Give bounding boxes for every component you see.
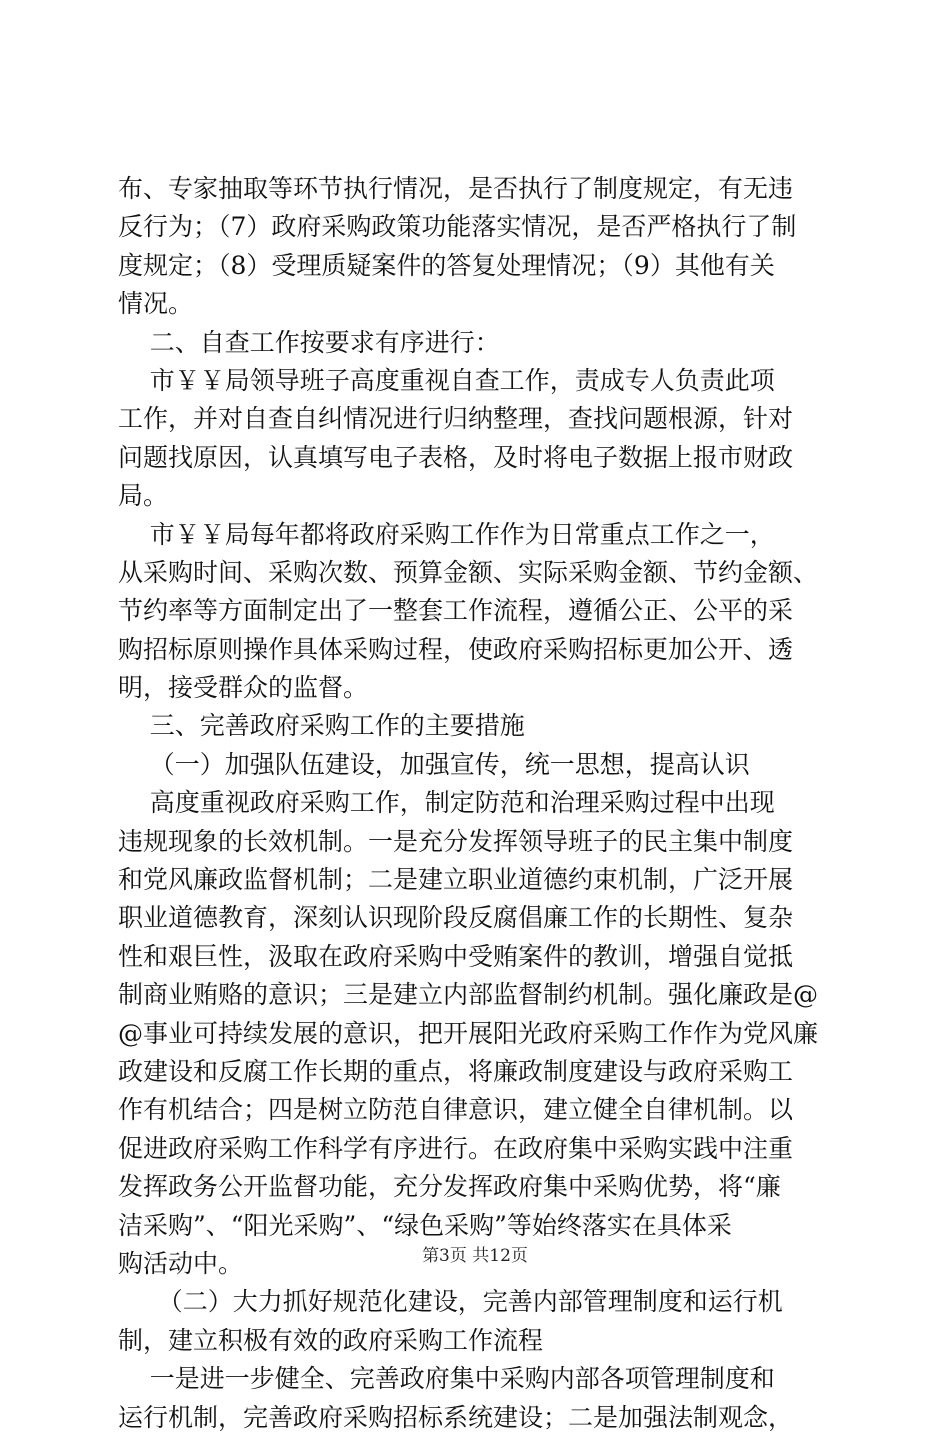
text-line: 洁采购”、“阳光采购”、“绿色采购”等始终落实在具体采 <box>118 1210 732 1240</box>
text-line: 购招标原则操作具体采购过程，使政府采购招标更加公开、透 <box>118 634 794 664</box>
text-line: 违规现象的长效机制。一是充分发挥领导班子的民主集中制度 <box>118 826 794 856</box>
text-line: 政建设和反腐工作长期的重点，将廉政制度建设与政府采购工 <box>118 1056 794 1086</box>
text-line: 布、专家抽取等环节执行情况，是否执行了制度规定，有无违 <box>118 174 794 203</box>
text-line: 促进政府采购工作科学有序进行。在政府集中采购实践中注重 <box>118 1133 794 1163</box>
text-line: 工作，并对自查自纠情况进行归纳整理，查找问题根源，针对 <box>118 404 794 434</box>
text-line: 一是进一步健全、完善政府集中采购内部各项管理制度和 <box>118 1364 775 1394</box>
text-line: 问题找原因，认真填写电子表格，及时将电子数据上报市财政 <box>118 442 794 472</box>
text-line: 性和艰巨性，汲取在政府采购中受贿案件的教训，增强自觉抵 <box>118 941 794 971</box>
page-footer: 第3页 共12页 <box>422 1246 528 1266</box>
text-line: 反行为；（7）政府采购政策功能落实情况，是否严格执行了制 <box>118 212 797 242</box>
text-line: 局。 <box>118 481 169 511</box>
text-line: 制商业贿赂的意识；三是建立内部监督制约机制。强化廉政是@ <box>118 980 819 1010</box>
text-line: 市￥￥局领导班子高度重视自查工作，责成专人负责此项 <box>118 365 775 395</box>
text-line: 购活动中。 <box>118 1248 244 1278</box>
text-line: 高度重视政府采购工作，制定防范和治理采购过程中出现 <box>118 788 775 818</box>
text-line: 从采购时间、采购次数、预算金额、实际采购金额、节约金额、 <box>118 557 819 587</box>
text-line: 制，建立积极有效的政府采购工作流程 <box>118 1325 544 1355</box>
text-line: 发挥政务公开监督功能，充分发挥政府集中采购优势，将“廉 <box>118 1172 781 1202</box>
text-line: 和党风廉政监督机制；二是建立职业道德约束机制，广泛开展 <box>118 865 794 895</box>
text-line: （二）大力抓好规范化建设，完善内部管理制度和运行机 <box>118 1287 783 1317</box>
text-line: 市￥￥局每年都将政府采购工作作为日常重点工作之一， <box>118 519 775 549</box>
text-line: 情况。 <box>118 289 194 319</box>
text-line: 三、完善政府采购工作的主要措施 <box>118 711 525 741</box>
text-line: 度规定；（8）受理质疑案件的答复处理情况；（9）其他有关 <box>118 250 775 280</box>
text-line: 节约率等方面制定出了一整套工作流程，遵循公正、公平的采 <box>118 596 794 626</box>
text-line: 二、自查工作按要求有序进行： <box>118 327 500 357</box>
text-line: （一）加强队伍建设，加强宣传，统一思想，提高认识 <box>118 749 750 779</box>
text-line: 职业道德教育，深刻认识现阶段反腐倡廉工作的长期性、复杂 <box>118 903 794 933</box>
text-line: 明，接受群众的监督。 <box>118 673 369 703</box>
text-line: 作有机结合；四是树立防范自律意识，建立健全自律机制。以 <box>118 1095 794 1125</box>
text-line: @事业可持续发展的意识，把开展阳光政府采购工作作为党风廉 <box>118 1018 819 1048</box>
text-line: 运行机制，完善政府采购招标系统建设；二是加强法制观念， <box>118 1402 794 1432</box>
